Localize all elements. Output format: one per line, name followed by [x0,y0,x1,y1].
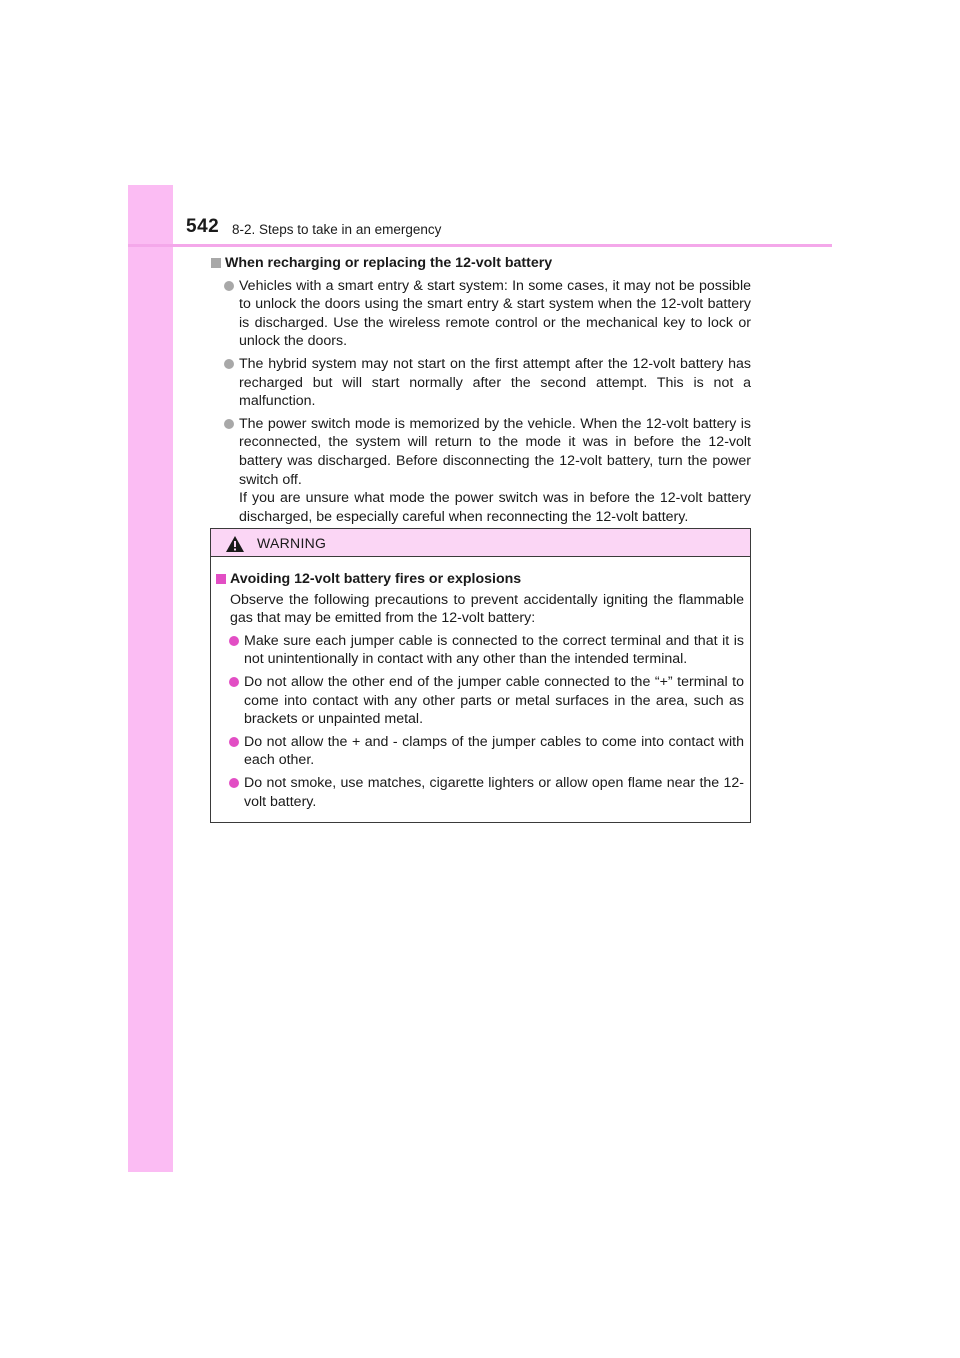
recharging-heading [211,254,751,273]
square-bullet-icon [216,574,226,584]
list-item-text: Do not smoke, use matches, cigarette lighters or allow open flame near the 12-volt battery. [244,774,744,810]
warning-box [210,528,751,823]
warning-intro: Observe the following precautions to prevent accidentally igniting the flammable gas that may be emitted from the 12-volt battery: [230,591,744,627]
circle-bullet-icon [224,419,234,429]
circle-bullet-icon [229,636,239,646]
warning-body [211,557,750,811]
recharging-section [211,254,751,526]
side-tab [128,185,173,1172]
header-rule [128,244,832,247]
circle-bullet-icon [224,281,234,291]
list-item [216,774,744,811]
list-item [216,673,744,729]
list-item-text: Vehicles with a smart entry & start system: In some cases, it may not be possible to unlock the doors using the smart entry & start system when the 12-volt battery is discharged. Use the wireless remote control or the mechanical key to lock or unlock the doors. [239,277,751,350]
section-title: 8-2. Steps to take in an emergency [232,222,442,237]
list-item-text: Do not allow the + and - clamps of the jumper cables to come into contact with each other. [244,733,744,769]
circle-bullet-icon [229,677,239,687]
warning-header [211,529,750,557]
list-item-text: The hybrid system may not start on the first attempt after the 12-volt battery has recharged but will start normally after the second attempt. This is not a malfunction. [239,355,751,410]
warning-label: WARNING [257,535,327,551]
list-item-text: If you are unsure what mode the power switch was in before the 12-volt battery discharged, be especially careful when reconnecting the 12-volt battery. [239,490,751,525]
page-number: 542 [186,216,220,237]
circle-bullet-icon [229,737,239,747]
list-item [216,733,744,770]
page-header [186,214,832,246]
list-item-text: Make sure each jumper cable is connected to the correct terminal and that it is not unintentionally in contact with any other than the intended terminal. [244,632,744,668]
recharging-heading-text: When recharging or replacing the 12-volt battery [225,255,553,271]
warning-heading-text: Avoiding 12-volt battery fires or explosions [230,571,522,587]
square-bullet-icon [211,258,221,268]
warning-triangle-icon [225,535,245,553]
list-item-text: The power switch mode is memorized by the vehicle. When the 12-volt battery is reconnected, the system will return to the mode it was in before the 12-volt battery was discharged. Before disconnecting the 12-volt battery, turn the power switch off. [239,415,751,488]
circle-bullet-icon [229,778,239,788]
list-item [216,632,744,669]
list-item [211,355,751,411]
list-item [211,415,751,527]
warning-heading [216,570,744,589]
circle-bullet-icon [224,359,234,369]
list-item-text: Do not allow the other end of the jumper cable connected to the “+” terminal to come into contact with any other parts or metal surfaces in the area, such as brackets or unpainted metal. [244,673,744,728]
list-item [211,277,751,351]
